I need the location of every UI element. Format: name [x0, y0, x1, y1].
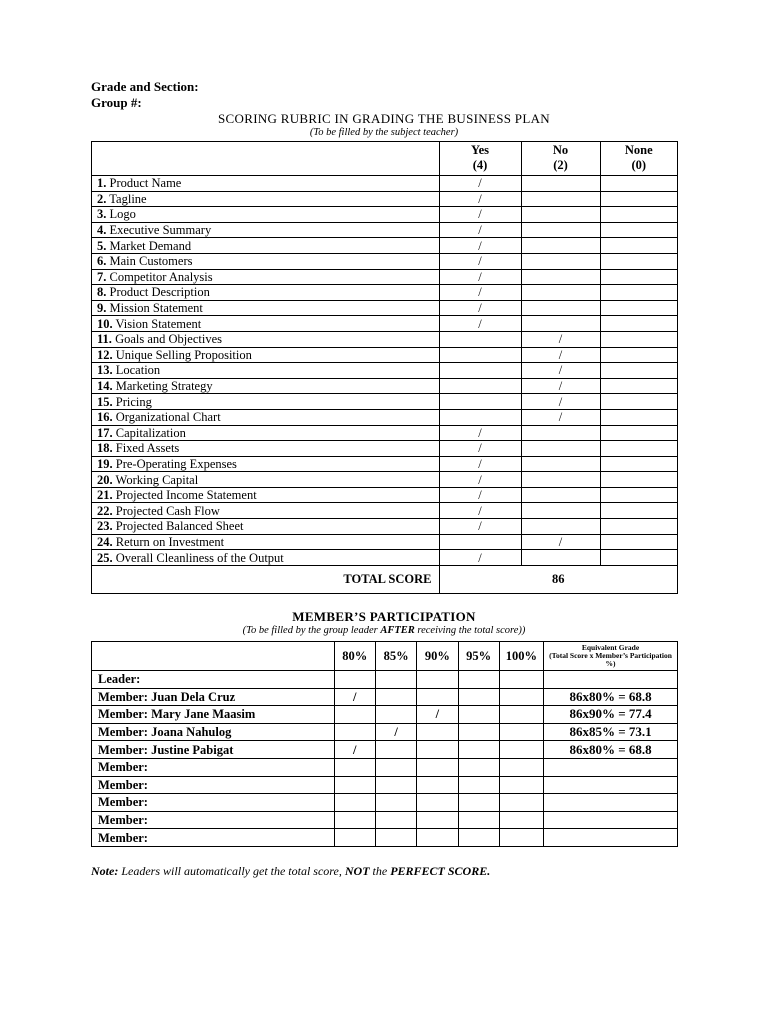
rubric-item-number: 19.	[97, 456, 113, 471]
participation-subtitle	[0, 625, 768, 636]
rubric-none-cell	[600, 207, 677, 223]
rubric-none-cell	[600, 425, 677, 441]
rubric-no-cell	[521, 253, 600, 269]
participation-mark-cell	[458, 829, 499, 847]
participation-mark-cell	[375, 688, 416, 706]
equiv-header-1: Equivalent Grade	[581, 643, 640, 652]
participation-subtitle-emph: AFTER	[380, 625, 415, 636]
rubric-item-number: 6.	[97, 254, 107, 269]
rubric-yes-cell: /	[439, 316, 521, 332]
rubric-yes-cell: /	[439, 222, 521, 238]
participation-header-blank	[92, 642, 335, 671]
rubric-none-cell	[600, 285, 677, 301]
participation-mark-cell	[334, 829, 375, 847]
rubric-yes-cell	[439, 331, 521, 347]
rubric-row	[92, 347, 678, 363]
rubric-no-cell	[521, 176, 600, 192]
member-name: Member:	[92, 758, 335, 776]
pct-header-95: 95%	[458, 642, 499, 671]
rubric-none-cell	[600, 222, 677, 238]
rubric-item-number: 25.	[97, 550, 113, 565]
rubric-row	[92, 441, 678, 457]
pct-header-85: 85%	[375, 642, 416, 671]
rubric-item	[92, 425, 440, 441]
rubric-item-number: 20.	[97, 472, 113, 487]
rubric-item	[92, 269, 440, 285]
rubric-item-label: Projected Income Statement	[115, 488, 257, 503]
rubric-yes-cell: /	[439, 207, 521, 223]
participation-mark-cell	[334, 671, 375, 689]
rubric-no-cell	[521, 441, 600, 457]
rubric-yes-cell	[439, 394, 521, 410]
rubric-item-number: 13.	[97, 363, 113, 378]
rubric-row	[92, 472, 678, 488]
participation-row	[92, 794, 678, 812]
rubric-yes-cell: /	[439, 253, 521, 269]
equivalent-grade-header	[544, 642, 678, 671]
rubric-item	[92, 285, 440, 301]
participation-mark-cell	[499, 776, 543, 794]
participation-mark-cell	[334, 723, 375, 741]
rubric-item-number: 24.	[97, 534, 113, 549]
rubric-item-number: 22.	[97, 503, 113, 518]
yes-points: (4)	[472, 158, 488, 172]
equivalent-grade	[544, 671, 678, 689]
equiv-header-2: (Total Score x Member’s Participation %)	[549, 651, 672, 668]
rubric-no-cell	[521, 425, 600, 441]
equivalent-grade	[544, 776, 678, 794]
rubric-none-cell	[600, 300, 677, 316]
rubric-yes-cell	[439, 347, 521, 363]
rubric-item	[92, 441, 440, 457]
rubric-item	[92, 176, 440, 192]
rubric-no-cell	[521, 300, 600, 316]
participation-mark-cell	[375, 829, 416, 847]
participation-mark-cell	[458, 776, 499, 794]
rubric-none-cell	[600, 472, 677, 488]
rubric-no-cell	[521, 191, 600, 207]
none-points: (0)	[631, 158, 647, 172]
participation-row	[92, 758, 678, 776]
participation-mark-cell	[458, 741, 499, 759]
rubric-subtitle: (To be filled by the subject teacher)	[309, 127, 459, 138]
rubric-none-cell	[600, 534, 677, 550]
rubric-none-cell	[600, 238, 677, 254]
participation-mark-cell	[417, 688, 458, 706]
participation-mark-cell	[375, 706, 416, 724]
rubric-yes-cell: /	[439, 519, 521, 535]
participation-row	[92, 829, 678, 847]
rubric-no-cell	[521, 472, 600, 488]
equivalent-grade	[544, 811, 678, 829]
rubric-yes-cell: /	[439, 472, 521, 488]
rubric-item-number: 21.	[97, 488, 113, 503]
no-points: (2)	[553, 158, 568, 172]
rubric-item-number: 1.	[97, 176, 107, 191]
rubric-item-label: Fixed Assets	[115, 441, 180, 456]
note-text-2: the	[369, 864, 391, 878]
pct-header-100: 100%	[499, 642, 543, 671]
rubric-none-cell	[600, 191, 677, 207]
participation-mark-cell: /	[417, 706, 458, 724]
rubric-item	[92, 253, 440, 269]
equivalent-grade: 86x90% = 77.4	[544, 706, 678, 724]
rubric-no-cell: /	[521, 347, 600, 363]
participation-mark-cell	[375, 741, 416, 759]
rubric-none-cell	[600, 519, 677, 535]
participation-mark-cell	[417, 758, 458, 776]
member-name: Member: Mary Jane Maasim	[92, 706, 335, 724]
rubric-item	[92, 347, 440, 363]
grade-section-label: Grade and Section:	[91, 79, 199, 94]
rubric-item-number: 15.	[97, 394, 113, 409]
yes-label: Yes	[470, 143, 490, 157]
participation-mark-cell	[334, 776, 375, 794]
rubric-item	[92, 550, 440, 566]
rubric-no-cell: /	[521, 363, 600, 379]
rubric-item-number: 3.	[97, 207, 107, 222]
rubric-no-cell	[521, 285, 600, 301]
participation-mark-cell	[458, 811, 499, 829]
participation-mark-cell	[499, 723, 543, 741]
rubric-none-cell	[600, 441, 677, 457]
rubric-yes-cell: /	[439, 503, 521, 519]
member-name: Leader:	[92, 671, 335, 689]
rubric-item	[92, 394, 440, 410]
rubric-none-cell	[600, 269, 677, 285]
participation-mark-cell	[499, 688, 543, 706]
participation-table	[91, 641, 678, 847]
participation-mark-cell	[334, 758, 375, 776]
rubric-none-cell	[600, 378, 677, 394]
rubric-title: SCORING RUBRIC IN GRADING THE BUSINESS PLAN	[218, 111, 550, 126]
rubric-yes-cell: /	[439, 191, 521, 207]
equivalent-grade: 86x80% = 68.8	[544, 741, 678, 759]
rubric-no-cell	[521, 269, 600, 285]
rubric-no-cell: /	[521, 409, 600, 425]
equivalent-grade: 86x85% = 73.1	[544, 723, 678, 741]
rubric-row	[92, 456, 678, 472]
participation-row	[92, 723, 678, 741]
participation-mark-cell	[334, 811, 375, 829]
rubric-none-cell	[600, 316, 677, 332]
rubric-item-number: 18.	[97, 441, 113, 456]
rubric-no-cell	[521, 456, 600, 472]
participation-mark-cell	[334, 706, 375, 724]
rubric-yes-cell: /	[439, 425, 521, 441]
participation-mark-cell: /	[334, 688, 375, 706]
rubric-yes-cell	[439, 378, 521, 394]
total-score-value: 86	[439, 565, 677, 593]
rubric-item-label: Capitalization	[115, 425, 186, 440]
rubric-item-label: Goals and Objectives	[115, 332, 222, 347]
group-number-label: Group #:	[91, 95, 142, 110]
rubric-item-number: 5.	[97, 238, 107, 253]
participation-mark-cell: /	[334, 741, 375, 759]
rubric-none-cell	[600, 503, 677, 519]
participation-mark-cell	[375, 671, 416, 689]
rubric-none-cell	[600, 347, 677, 363]
rubric-item-number: 11.	[97, 332, 112, 347]
participation-mark-cell	[375, 794, 416, 812]
rubric-item-number: 9.	[97, 301, 107, 316]
rubric-item-number: 23.	[97, 519, 113, 534]
rubric-row	[92, 222, 678, 238]
rubric-row	[92, 487, 678, 503]
rubric-yes-cell: /	[439, 176, 521, 192]
none-label: None	[624, 143, 653, 157]
rubric-table	[91, 141, 678, 594]
rubric-item-number: 12.	[97, 347, 113, 362]
rubric-no-cell: /	[521, 394, 600, 410]
participation-mark-cell	[417, 741, 458, 759]
equivalent-grade	[544, 758, 678, 776]
rubric-item	[92, 238, 440, 254]
rubric-item-label: Product Name	[109, 176, 182, 191]
member-name: Member:	[92, 794, 335, 812]
rubric-item-number: 10.	[97, 316, 113, 331]
rubric-item	[92, 207, 440, 223]
rubric-item	[92, 316, 440, 332]
participation-mark-cell	[417, 794, 458, 812]
rubric-row	[92, 207, 678, 223]
rubric-header-none	[600, 142, 677, 176]
rubric-none-cell	[600, 487, 677, 503]
rubric-item-label: Vision Statement	[115, 316, 202, 331]
rubric-item	[92, 409, 440, 425]
rubric-row	[92, 316, 678, 332]
rubric-item	[92, 487, 440, 503]
participation-mark-cell	[458, 758, 499, 776]
rubric-no-cell: /	[521, 331, 600, 347]
rubric-row	[92, 191, 678, 207]
rubric-item	[92, 472, 440, 488]
participation-mark-cell	[499, 706, 543, 724]
rubric-no-cell	[521, 207, 600, 223]
equivalent-grade	[544, 829, 678, 847]
participation-mark-cell	[417, 829, 458, 847]
rubric-row	[92, 285, 678, 301]
rubric-item-label: Location	[115, 363, 161, 378]
participation-header-row	[92, 642, 678, 671]
rubric-item	[92, 331, 440, 347]
rubric-yes-cell: /	[439, 269, 521, 285]
rubric-yes-cell	[439, 363, 521, 379]
participation-mark-cell	[417, 723, 458, 741]
note-emph-2: PERFECT SCORE.	[390, 864, 491, 878]
rubric-none-cell	[600, 176, 677, 192]
rubric-item-label: Pricing	[115, 394, 152, 409]
rubric-item-number: 17.	[97, 425, 113, 440]
rubric-no-cell	[521, 519, 600, 535]
participation-mark-cell	[499, 829, 543, 847]
rubric-none-cell	[600, 331, 677, 347]
rubric-item-label: Marketing Strategy	[115, 379, 213, 394]
participation-row	[92, 688, 678, 706]
rubric-item-number: 14.	[97, 379, 113, 394]
participation-mark-cell	[458, 671, 499, 689]
rubric-item	[92, 222, 440, 238]
participation-mark-cell: /	[375, 723, 416, 741]
participation-mark-cell	[458, 688, 499, 706]
rubric-no-cell	[521, 222, 600, 238]
rubric-item-label: Working Capital	[115, 472, 199, 487]
participation-row	[92, 811, 678, 829]
member-name: Member: Juan Dela Cruz	[92, 688, 335, 706]
rubric-item-number: 2.	[97, 191, 107, 206]
rubric-no-cell	[521, 316, 600, 332]
rubric-item-label: Executive Summary	[109, 223, 212, 238]
participation-subtitle-pre: (To be filled by the group leader	[242, 625, 381, 636]
note	[91, 864, 490, 879]
rubric-yes-cell: /	[439, 285, 521, 301]
rubric-item-label: Overall Cleanliness of the Output	[115, 550, 284, 565]
rubric-yes-cell: /	[439, 300, 521, 316]
rubric-none-cell	[600, 394, 677, 410]
rubric-item-label: Unique Selling Proposition	[115, 347, 252, 362]
rubric-item-number: 8.	[97, 285, 107, 300]
rubric-yes-cell	[439, 534, 521, 550]
rubric-item-label: Organizational Chart	[115, 410, 221, 425]
member-name: Member: Joana Nahulog	[92, 723, 335, 741]
rubric-item-label: Projected Balanced Sheet	[115, 519, 244, 534]
participation-row	[92, 671, 678, 689]
rubric-yes-cell: /	[439, 238, 521, 254]
rubric-item	[92, 300, 440, 316]
rubric-item	[92, 519, 440, 535]
participation-mark-cell	[417, 811, 458, 829]
participation-title: MEMBER’S PARTICIPATION	[292, 609, 476, 624]
participation-mark-cell	[375, 758, 416, 776]
member-name: Member:	[92, 776, 335, 794]
rubric-row	[92, 363, 678, 379]
participation-row	[92, 776, 678, 794]
rubric-header-no	[521, 142, 600, 176]
participation-mark-cell	[499, 741, 543, 759]
rubric-header-blank	[92, 142, 440, 176]
rubric-no-cell	[521, 487, 600, 503]
rubric-item-label: Projected Cash Flow	[115, 503, 220, 518]
rubric-row	[92, 550, 678, 566]
rubric-header-yes	[439, 142, 521, 176]
rubric-no-cell	[521, 550, 600, 566]
rubric-item-label: Pre-Operating Expenses	[115, 456, 237, 471]
member-name: Member:	[92, 811, 335, 829]
rubric-item-label: Logo	[109, 207, 136, 222]
rubric-item-label: Product Description	[109, 285, 210, 300]
participation-subtitle-post: receiving the total score))	[414, 625, 526, 636]
rubric-none-cell	[600, 253, 677, 269]
participation-mark-cell	[499, 758, 543, 776]
note-text-1: Leaders will automatically get the total score,	[118, 864, 345, 878]
rubric-item-number: 16.	[97, 410, 113, 425]
member-name: Member:	[92, 829, 335, 847]
rubric-item-label: Tagline	[109, 191, 147, 206]
participation-mark-cell	[458, 723, 499, 741]
participation-mark-cell	[458, 794, 499, 812]
participation-mark-cell	[499, 671, 543, 689]
rubric-row	[92, 331, 678, 347]
rubric-yes-cell: /	[439, 550, 521, 566]
participation-row	[92, 706, 678, 724]
rubric-yes-cell	[439, 409, 521, 425]
rubric-row	[92, 176, 678, 192]
participation-mark-cell	[458, 706, 499, 724]
rubric-row	[92, 534, 678, 550]
rubric-item	[92, 503, 440, 519]
rubric-row	[92, 425, 678, 441]
rubric-item	[92, 378, 440, 394]
rubric-none-cell	[600, 409, 677, 425]
pct-header-90: 90%	[417, 642, 458, 671]
rubric-item-label: Market Demand	[109, 238, 192, 253]
participation-mark-cell	[375, 776, 416, 794]
rubric-row	[92, 253, 678, 269]
participation-row	[92, 741, 678, 759]
rubric-row	[92, 409, 678, 425]
rubric-item	[92, 191, 440, 207]
rubric-row	[92, 378, 678, 394]
participation-mark-cell	[375, 811, 416, 829]
rubric-none-cell	[600, 550, 677, 566]
rubric-row	[92, 519, 678, 535]
rubric-item-label: Main Customers	[109, 254, 193, 269]
rubric-item	[92, 534, 440, 550]
participation-mark-cell	[417, 776, 458, 794]
rubric-row	[92, 300, 678, 316]
rubric-item-number: 4.	[97, 223, 107, 238]
rubric-none-cell	[600, 456, 677, 472]
rubric-yes-cell: /	[439, 441, 521, 457]
rubric-none-cell	[600, 363, 677, 379]
note-label: Note:	[91, 864, 119, 878]
rubric-item-label: Competitor Analysis	[109, 269, 213, 284]
participation-mark-cell	[499, 794, 543, 812]
rubric-row	[92, 238, 678, 254]
total-score-row	[92, 565, 678, 593]
note-emph-1: NOT	[344, 864, 370, 878]
equivalent-grade: 86x80% = 68.8	[544, 688, 678, 706]
rubric-no-cell: /	[521, 534, 600, 550]
rubric-item-label: Mission Statement	[109, 301, 203, 316]
rubric-yes-cell: /	[439, 487, 521, 503]
rubric-item	[92, 363, 440, 379]
rubric-row	[92, 394, 678, 410]
rubric-row	[92, 503, 678, 519]
rubric-row	[92, 269, 678, 285]
equivalent-grade	[544, 794, 678, 812]
member-name: Member: Justine Pabigat	[92, 741, 335, 759]
pct-header-80: 80%	[334, 642, 375, 671]
participation-mark-cell	[499, 811, 543, 829]
rubric-no-cell: /	[521, 378, 600, 394]
participation-mark-cell	[334, 794, 375, 812]
rubric-item	[92, 456, 440, 472]
rubric-item-label: Return on Investment	[115, 534, 225, 549]
rubric-header-row	[92, 142, 678, 176]
total-score-label: TOTAL SCORE	[92, 565, 440, 593]
rubric-item-number: 7.	[97, 269, 107, 284]
rubric-yes-cell: /	[439, 456, 521, 472]
participation-mark-cell	[417, 671, 458, 689]
rubric-no-cell	[521, 238, 600, 254]
no-label: No	[552, 143, 569, 157]
rubric-no-cell	[521, 503, 600, 519]
